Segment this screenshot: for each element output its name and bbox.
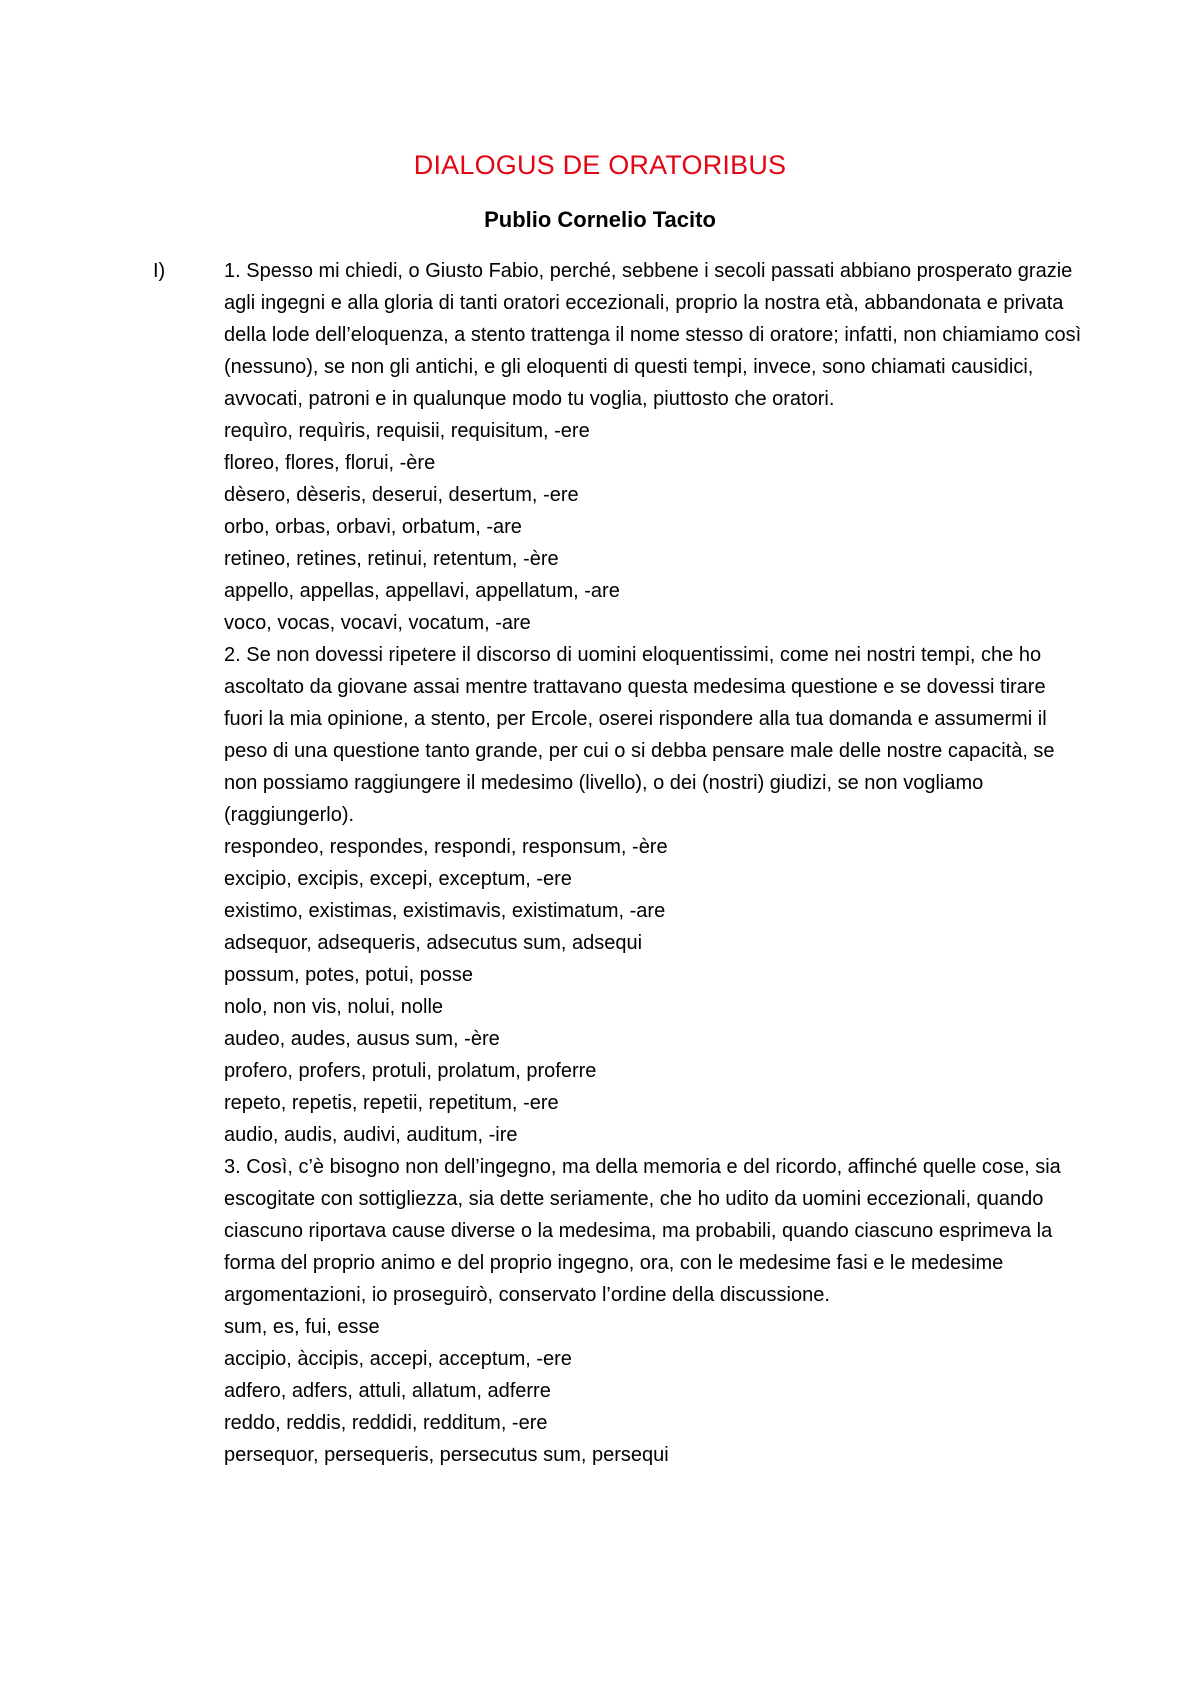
verb-entry: profero, profers, protuli, prolatum, proferre — [224, 1060, 597, 1082]
verb-entry: floreo, flores, florui, -ère — [224, 452, 436, 474]
verb-entry: nolo, non vis, nolui, nolle — [224, 996, 444, 1018]
verb-entry: requìro, requìris, requisii, requisitum, -ere — [224, 420, 590, 442]
paragraph-2: 2. Se non dovessi ripetere il discorso di uomini eloquentissimi, come nei nostri tempi, che ho ascoltato da giovane assai mentre trattavano questa medesima questione e se dovessi tirare fuori la mia opinione, a stento, per Ercole, oserei rispondere alla tua domanda e assumermi il peso di una questione tanto grande, per cui o si debba pensare male delle nostre capacità, se non possiamo raggiungere il medesimo (livello), o dei (nostri) giudizi, se non vogliamo (raggiungerlo). — [224, 644, 1055, 826]
verb-entry: voco, vocas, vocavi, vocatum, -are — [224, 612, 531, 634]
verb-entry: adsequor, adsequeris, adsecutus sum, adsequi — [224, 932, 643, 954]
verb-entry: appello, appellas, appellavi, appellatum, -are — [224, 580, 620, 602]
verb-entry: reddo, reddis, reddidi, redditum, -ere — [224, 1412, 548, 1434]
verb-entry: dèsero, dèseris, deserui, desertum, -ere — [224, 484, 579, 506]
verb-entry: respondeo, respondes, respondi, responsum, -ère — [224, 836, 668, 858]
verb-list-1 — [224, 415, 1084, 639]
paragraph-3: 3. Così, c’è bisogno non dell’ingegno, ma della memoria e del ricordo, affinché quelle cose, sia escogitate con sottigliezza, sia dette seriamente, che ho udito da uomini eccezionali, quando ciascuno riportava cause diverse o la medesima, ma probabili, quando ciascuno esprimeva la forma del proprio animo e del proprio ingegno, ora, con le medesime fasi e le medesime argomentazioni, io proseguirò, conservato l’ordine della discussione. — [224, 1156, 1061, 1306]
verb-entry: repeto, repetis, repetii, repetitum, -ere — [224, 1092, 559, 1114]
verb-entry: existimo, existimas, existimavis, existimatum, -are — [224, 900, 666, 922]
verb-entry: retineo, retines, retinui, retentum, -ère — [224, 548, 559, 570]
verb-list-2 — [224, 831, 1084, 1151]
verb-entry: accipio, àccipis, accepi, acceptum, -ere — [224, 1348, 572, 1370]
document-body — [224, 255, 1084, 1471]
verb-entry: excipio, excipis, excepi, exceptum, -ere — [224, 868, 572, 890]
document-author: Publio Cornelio Tacito — [484, 207, 716, 232]
verb-entry: audeo, audes, ausus sum, -ère — [224, 1028, 500, 1050]
verb-entry: sum, es, fui, esse — [224, 1316, 380, 1338]
section-marker: I) — [153, 260, 166, 282]
verb-entry: orbo, orbas, orbavi, orbatum, -are — [224, 516, 522, 538]
document-title: DIALOGUS DE ORATORIBUS — [413, 150, 787, 180]
verb-entry: possum, potes, potui, posse — [224, 964, 474, 986]
verb-entry: audio, audis, audivi, auditum, -ire — [224, 1124, 518, 1146]
verb-entry: persequor, persequeris, persecutus sum, persequi — [224, 1444, 669, 1466]
verb-list-3 — [224, 1311, 1084, 1471]
paragraph-1: 1. Spesso mi chiedi, o Giusto Fabio, perché, sebbene i secoli passati abbiano prosperato grazie agli ingegni e alla gloria di tanti oratori eccezionali, proprio la nostra età, abbandonata e privata della lode dell’eloquenza, a stento trattenga il nome stesso di oratore; infatti, non chiamiamo così (nessuno), se non gli antichi, e gli eloquenti di questi tempi, invece, sono chiamati causidici, avvocati, patroni e in qualunque modo tu voglia, piuttosto che oratori. — [224, 260, 1082, 410]
verb-entry: adfero, adfers, attuli, allatum, adferre — [224, 1380, 551, 1402]
